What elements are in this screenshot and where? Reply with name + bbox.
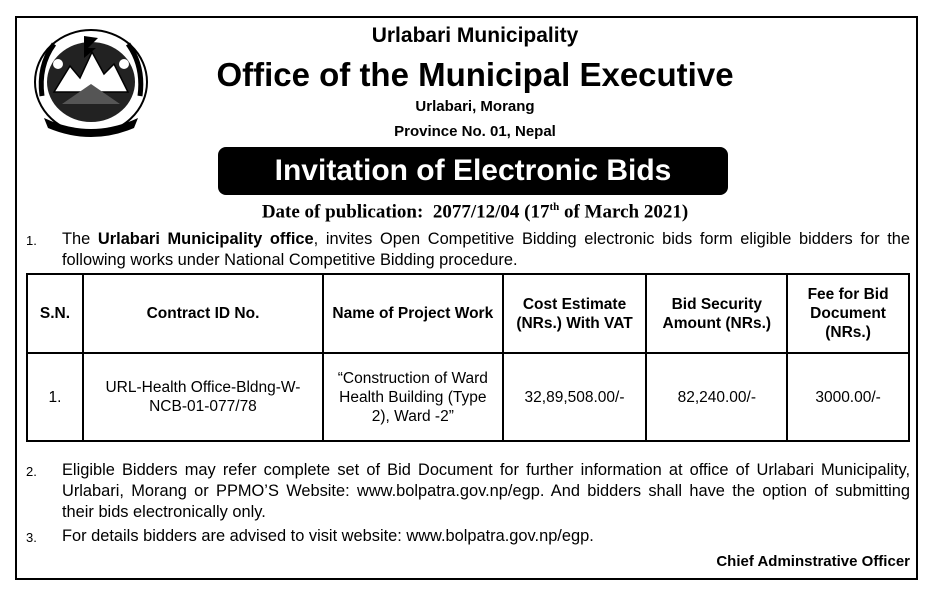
- item-2-number: 2.: [26, 464, 37, 479]
- notice-title-banner: [218, 147, 728, 195]
- cell-cost-estimate: 32,89,508.00/-: [503, 353, 647, 441]
- publication-date-ad-open: (17: [524, 201, 550, 223]
- notice-title: Invitation of Electronic Bids: [274, 154, 672, 187]
- cell-bid-security: 82,240.00/-: [646, 353, 787, 441]
- publication-label: Date of publication:: [261, 201, 424, 223]
- bid-table: [26, 273, 910, 442]
- cell-sn: 1.: [27, 353, 83, 441]
- item-1-post: , invites Open Competitive Bidding electronic bids form eligible bidders for the following works under National Competitive Bidding procedure.: [62, 230, 910, 269]
- item-1-pre: The: [62, 230, 98, 248]
- header-cost-estimate: Cost Estimate (NRs.) With VAT: [503, 274, 647, 353]
- nepal-emblem-icon: [32, 26, 150, 140]
- publication-date-bs: 2077/12/04: [432, 201, 520, 223]
- table-row: [27, 353, 909, 441]
- header-sn: S.N.: [27, 274, 83, 353]
- item-3-number: 3.: [26, 530, 37, 545]
- cell-contract-id: URL-Health Office-Bldng-W-NCB-01-077/78: [83, 353, 323, 441]
- item-3-text: For details bidders are advised to visit website: www.bolpatra.gov.np/egp.: [62, 527, 594, 545]
- header-bid-security: Bid Security Amount (NRs.): [646, 274, 787, 353]
- publication-date-ad-close: of March 2021): [559, 201, 689, 223]
- cell-bid-fee: 3000.00/-: [787, 353, 909, 441]
- province-line: Province No. 01, Nepal: [394, 123, 556, 140]
- item-1-text: [62, 229, 910, 271]
- item-1-number: 1.: [26, 233, 37, 248]
- cell-project-name: “Construction of Ward Health Building (Type 2), Ward -2”: [323, 353, 503, 441]
- signoff: Chief Adminstrative Officer: [716, 553, 910, 570]
- header-contract-id: Contract ID No.: [83, 274, 323, 353]
- table-header-row: [27, 274, 909, 353]
- publication-date: [150, 201, 800, 223]
- office-location: Urlabari, Morang: [415, 98, 535, 115]
- header-project-name: Name of Project Work: [323, 274, 503, 353]
- office-title: Office of the Municipal Executive: [216, 56, 734, 93]
- item-2-text: Eligible Bidders may refer complete set of Bid Document for further information at office of Urlabari Municipality, Urlabari, Morang or PPMO’S Website: www.bolpatra.gov.np/egp. And bidders shall have the option of submitting their bids electronically only.: [62, 461, 910, 521]
- item-1-bold: Urlabari Municipality office: [97, 230, 314, 248]
- publication-date-ad-suffix: th: [549, 201, 560, 213]
- header-bid-fee: Fee for Bid Document (NRs.): [787, 274, 909, 353]
- municipality-name: Urlabari Municipality: [371, 24, 579, 47]
